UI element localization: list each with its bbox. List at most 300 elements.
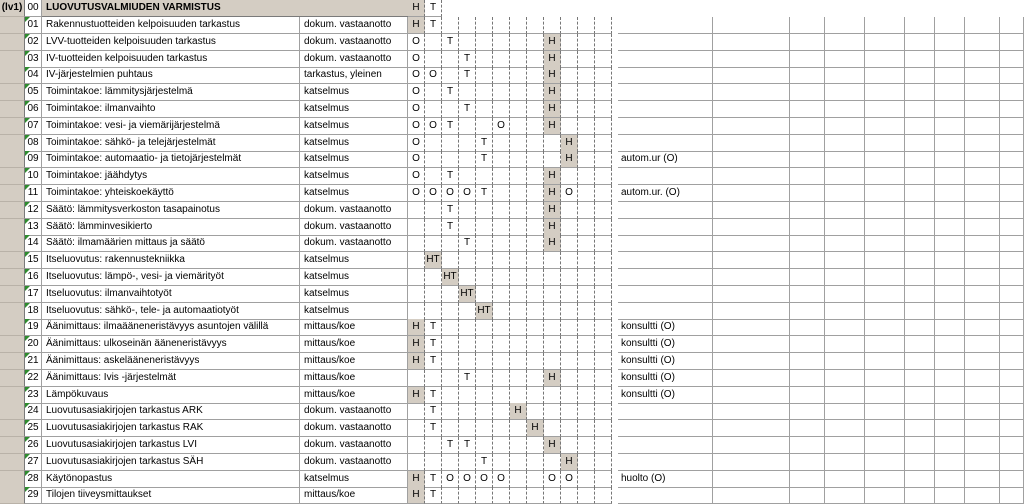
task-name[interactable]: Käytönopastus	[42, 471, 300, 488]
responsibility-mark[interactable]	[527, 84, 544, 101]
responsibility-mark[interactable]	[510, 269, 527, 286]
empty-cell[interactable]	[865, 437, 905, 454]
section-title[interactable]: LUOVUTUSVALMIUDEN VARMISTUS	[42, 0, 408, 17]
responsibility-mark[interactable]	[595, 235, 612, 252]
responsibility-mark[interactable]	[510, 437, 527, 454]
responsibility-mark[interactable]	[408, 269, 425, 286]
empty-cell[interactable]	[790, 202, 825, 219]
responsibility-mark[interactable]	[425, 303, 442, 320]
row-number[interactable]: 12	[25, 202, 42, 219]
responsibility-mark[interactable]	[595, 168, 612, 185]
responsibility-mark[interactable]	[578, 219, 595, 236]
responsibility-mark[interactable]	[544, 319, 561, 336]
empty-cell[interactable]	[865, 403, 905, 420]
row-number[interactable]: 20	[25, 336, 42, 353]
row-number[interactable]: 15	[25, 252, 42, 269]
responsibility-mark[interactable]	[527, 336, 544, 353]
level-cell[interactable]	[0, 34, 25, 51]
empty-cell[interactable]	[905, 420, 935, 437]
responsibility-mark[interactable]	[459, 34, 476, 51]
responsibility-mark[interactable]	[459, 151, 476, 168]
responsibility-mark[interactable]	[476, 403, 493, 420]
responsibility-mark[interactable]	[561, 353, 578, 370]
empty-cell[interactable]	[790, 269, 825, 286]
empty-cell[interactable]	[713, 135, 790, 152]
responsibility-mark[interactable]	[544, 269, 561, 286]
responsibility-mark[interactable]	[510, 51, 527, 68]
responsibility-mark[interactable]: O	[408, 101, 425, 118]
responsibility-mark[interactable]	[493, 454, 510, 471]
responsibility-mark[interactable]: T	[442, 219, 459, 236]
responsibility-mark[interactable]	[578, 370, 595, 387]
empty-cell[interactable]	[935, 471, 965, 488]
responsibility-mark[interactable]	[510, 319, 527, 336]
empty-cell[interactable]	[790, 454, 825, 471]
empty-cell[interactable]	[790, 420, 825, 437]
task-name[interactable]: Säätö: lämmitysverkoston tasapainotus	[42, 202, 300, 219]
responsibility-mark[interactable]	[510, 303, 527, 320]
empty-cell[interactable]	[1000, 84, 1024, 101]
empty-cell[interactable]	[965, 454, 1000, 471]
empty-cell[interactable]	[825, 135, 865, 152]
responsibility-mark[interactable]	[459, 252, 476, 269]
responsibility-mark[interactable]	[425, 235, 442, 252]
responsibility-mark[interactable]	[595, 84, 612, 101]
empty-cell[interactable]	[713, 420, 790, 437]
row-number[interactable]: 25	[25, 420, 42, 437]
empty-cell[interactable]	[965, 101, 1000, 118]
empty-cell[interactable]	[825, 454, 865, 471]
responsibility-mark[interactable]	[425, 370, 442, 387]
empty-cell[interactable]	[905, 437, 935, 454]
responsibility-mark[interactable]: T	[442, 34, 459, 51]
responsibility-mark[interactable]	[544, 135, 561, 152]
responsibility-mark[interactable]	[493, 420, 510, 437]
task-note[interactable]: konsultti (O)	[618, 370, 713, 387]
task-name[interactable]: Luovutusasiakirjojen tarkastus RAK	[42, 420, 300, 437]
empty-cell[interactable]	[790, 370, 825, 387]
empty-cell[interactable]	[825, 286, 865, 303]
responsibility-mark[interactable]	[493, 17, 510, 34]
responsibility-mark[interactable]	[578, 34, 595, 51]
empty-cell[interactable]	[905, 17, 935, 34]
responsibility-mark[interactable]	[459, 303, 476, 320]
level-cell[interactable]	[0, 151, 25, 168]
responsibility-mark[interactable]	[578, 387, 595, 404]
level-cell[interactable]	[0, 471, 25, 488]
row-number[interactable]: 16	[25, 269, 42, 286]
task-name[interactable]: Toimintakoe: sähkö- ja telejärjestelmät	[42, 135, 300, 152]
responsibility-mark[interactable]	[527, 387, 544, 404]
task-name[interactable]: Itseluovutus: ilmanvaihtotyöt	[42, 286, 300, 303]
task-method[interactable]: katselmus	[300, 101, 408, 118]
empty-cell[interactable]	[965, 151, 1000, 168]
responsibility-mark[interactable]: T	[476, 135, 493, 152]
empty-cell[interactable]	[790, 235, 825, 252]
responsibility-mark[interactable]	[510, 387, 527, 404]
responsibility-mark[interactable]: O	[561, 471, 578, 488]
row-number[interactable]: 13	[25, 219, 42, 236]
empty-cell[interactable]	[790, 286, 825, 303]
empty-cell[interactable]	[905, 34, 935, 51]
task-note[interactable]	[618, 454, 713, 471]
empty-cell[interactable]	[790, 219, 825, 236]
responsibility-mark[interactable]	[527, 370, 544, 387]
empty-cell[interactable]	[790, 118, 825, 135]
responsibility-mark[interactable]	[408, 403, 425, 420]
task-note[interactable]	[618, 34, 713, 51]
responsibility-mark[interactable]	[578, 269, 595, 286]
empty-cell[interactable]	[935, 168, 965, 185]
responsibility-mark[interactable]	[578, 319, 595, 336]
responsibility-mark[interactable]	[476, 118, 493, 135]
responsibility-mark[interactable]	[561, 437, 578, 454]
responsibility-mark[interactable]	[408, 370, 425, 387]
task-method[interactable]: dokum. vastaanotto	[300, 202, 408, 219]
empty-cell[interactable]	[935, 101, 965, 118]
responsibility-mark[interactable]	[493, 84, 510, 101]
responsibility-mark[interactable]	[527, 51, 544, 68]
empty-cell[interactable]	[713, 387, 790, 404]
responsibility-mark[interactable]: H	[408, 319, 425, 336]
level-cell[interactable]	[0, 303, 25, 320]
task-name[interactable]: Äänimittaus: Ivis -järjestelmät	[42, 370, 300, 387]
responsibility-mark[interactable]: H	[544, 84, 561, 101]
responsibility-mark[interactable]	[476, 437, 493, 454]
empty-cell[interactable]	[1000, 51, 1024, 68]
responsibility-mark[interactable]: T	[442, 84, 459, 101]
empty-cell[interactable]	[825, 34, 865, 51]
responsibility-mark[interactable]	[425, 51, 442, 68]
responsibility-mark[interactable]: H	[561, 135, 578, 152]
empty-cell[interactable]	[1000, 420, 1024, 437]
responsibility-mark[interactable]: H	[544, 370, 561, 387]
responsibility-mark[interactable]	[561, 51, 578, 68]
responsibility-mark[interactable]	[442, 387, 459, 404]
empty-cell[interactable]	[713, 235, 790, 252]
responsibility-mark[interactable]	[476, 168, 493, 185]
responsibility-mark[interactable]	[425, 454, 442, 471]
empty-cell[interactable]	[790, 67, 825, 84]
empty-cell[interactable]	[825, 471, 865, 488]
responsibility-mark[interactable]	[442, 151, 459, 168]
task-method[interactable]: mittaus/koe	[300, 387, 408, 404]
empty-cell[interactable]	[1000, 319, 1024, 336]
empty-cell[interactable]	[935, 403, 965, 420]
responsibility-mark[interactable]	[578, 353, 595, 370]
empty-cell[interactable]	[905, 168, 935, 185]
empty-cell[interactable]	[865, 219, 905, 236]
task-note[interactable]	[618, 403, 713, 420]
responsibility-mark[interactable]	[442, 235, 459, 252]
empty-cell[interactable]	[905, 118, 935, 135]
responsibility-mark[interactable]	[544, 336, 561, 353]
empty-cell[interactable]	[825, 84, 865, 101]
responsibility-mark[interactable]	[510, 135, 527, 152]
responsibility-mark[interactable]	[595, 370, 612, 387]
empty-cell[interactable]	[790, 185, 825, 202]
responsibility-mark[interactable]	[595, 67, 612, 84]
responsibility-mark[interactable]	[442, 319, 459, 336]
responsibility-mark[interactable]: T	[442, 437, 459, 454]
responsibility-mark[interactable]	[510, 185, 527, 202]
responsibility-mark[interactable]	[476, 387, 493, 404]
task-name[interactable]: Lämpökuvaus	[42, 387, 300, 404]
responsibility-mark[interactable]: H	[408, 387, 425, 404]
level-cell[interactable]	[0, 286, 25, 303]
responsibility-mark[interactable]	[578, 454, 595, 471]
empty-cell[interactable]	[1000, 219, 1024, 236]
task-method[interactable]: mittaus/koe	[300, 370, 408, 387]
empty-cell[interactable]	[1000, 135, 1024, 152]
empty-cell[interactable]	[965, 387, 1000, 404]
responsibility-mark[interactable]	[408, 235, 425, 252]
empty-cell[interactable]	[965, 252, 1000, 269]
responsibility-mark[interactable]	[476, 51, 493, 68]
responsibility-mark[interactable]: O	[408, 151, 425, 168]
level-cell[interactable]	[0, 387, 25, 404]
empty-cell[interactable]	[825, 168, 865, 185]
empty-cell[interactable]	[713, 471, 790, 488]
responsibility-mark[interactable]: O	[408, 51, 425, 68]
responsibility-mark[interactable]: T	[459, 437, 476, 454]
responsibility-mark[interactable]	[595, 269, 612, 286]
empty-cell[interactable]	[790, 303, 825, 320]
task-method[interactable]: mittaus/koe	[300, 336, 408, 353]
responsibility-mark[interactable]	[544, 454, 561, 471]
responsibility-mark[interactable]	[425, 84, 442, 101]
level-cell[interactable]	[0, 67, 25, 84]
task-name[interactable]: Äänimittaus: ulkoseinän ääneneristävyys	[42, 336, 300, 353]
responsibility-mark[interactable]	[510, 286, 527, 303]
level-cell[interactable]	[0, 336, 25, 353]
responsibility-mark[interactable]: H	[408, 471, 425, 488]
empty-cell[interactable]	[865, 286, 905, 303]
empty-cell[interactable]	[713, 437, 790, 454]
responsibility-mark[interactable]	[595, 252, 612, 269]
responsibility-mark[interactable]	[578, 135, 595, 152]
empty-cell[interactable]	[865, 370, 905, 387]
empty-cell[interactable]	[965, 34, 1000, 51]
level-cell[interactable]	[0, 219, 25, 236]
empty-cell[interactable]	[965, 67, 1000, 84]
responsibility-mark[interactable]: T	[476, 454, 493, 471]
responsibility-mark[interactable]	[510, 202, 527, 219]
task-name[interactable]: Äänimittaus: ilmaääneneristävyys asuntojen välillä	[42, 319, 300, 336]
empty-cell[interactable]	[865, 34, 905, 51]
responsibility-mark[interactable]	[493, 101, 510, 118]
task-note[interactable]: konsultti (O)	[618, 336, 713, 353]
responsibility-mark[interactable]: T	[425, 336, 442, 353]
responsibility-mark[interactable]: T	[425, 403, 442, 420]
task-note[interactable]	[618, 135, 713, 152]
task-note[interactable]: konsultti (O)	[618, 319, 713, 336]
responsibility-mark[interactable]	[595, 471, 612, 488]
responsibility-mark[interactable]	[527, 219, 544, 236]
responsibility-mark[interactable]: HT	[442, 269, 459, 286]
empty-cell[interactable]	[865, 135, 905, 152]
responsibility-mark[interactable]	[595, 135, 612, 152]
empty-cell[interactable]	[713, 151, 790, 168]
responsibility-mark[interactable]: O	[408, 118, 425, 135]
responsibility-mark[interactable]	[510, 101, 527, 118]
empty-cell[interactable]	[790, 353, 825, 370]
responsibility-mark[interactable]: H	[408, 336, 425, 353]
level-cell[interactable]	[0, 319, 25, 336]
responsibility-mark[interactable]	[459, 387, 476, 404]
responsibility-mark[interactable]	[442, 286, 459, 303]
responsibility-mark[interactable]	[459, 135, 476, 152]
responsibility-mark[interactable]	[527, 118, 544, 135]
responsibility-mark[interactable]	[510, 370, 527, 387]
task-name[interactable]: IV-järjestelmien puhtaus	[42, 67, 300, 84]
responsibility-mark[interactable]	[578, 67, 595, 84]
task-note[interactable]	[618, 437, 713, 454]
responsibility-mark[interactable]: T	[425, 420, 442, 437]
empty-cell[interactable]	[865, 84, 905, 101]
empty-cell[interactable]	[825, 387, 865, 404]
level-cell[interactable]	[0, 84, 25, 101]
responsibility-mark[interactable]	[595, 319, 612, 336]
responsibility-mark[interactable]	[527, 269, 544, 286]
empty-cell[interactable]	[935, 420, 965, 437]
task-name[interactable]: Toimintakoe: lämmitysjärjestelmä	[42, 84, 300, 101]
empty-cell[interactable]	[1000, 336, 1024, 353]
responsibility-mark[interactable]: O	[408, 34, 425, 51]
responsibility-mark[interactable]	[510, 235, 527, 252]
responsibility-mark[interactable]: H	[408, 353, 425, 370]
responsibility-mark[interactable]: HT	[476, 303, 493, 320]
responsibility-mark[interactable]: T	[476, 151, 493, 168]
responsibility-mark[interactable]: O	[425, 185, 442, 202]
responsibility-mark[interactable]: T	[425, 353, 442, 370]
empty-cell[interactable]	[935, 437, 965, 454]
task-method[interactable]: mittaus/koe	[300, 353, 408, 370]
empty-cell[interactable]	[905, 454, 935, 471]
responsibility-mark[interactable]	[578, 202, 595, 219]
empty-cell[interactable]	[865, 319, 905, 336]
level-label[interactable]: (lv1)	[0, 0, 25, 17]
responsibility-mark[interactable]	[408, 202, 425, 219]
responsibility-mark[interactable]	[527, 319, 544, 336]
task-note[interactable]	[618, 235, 713, 252]
empty-cell[interactable]	[865, 420, 905, 437]
empty-cell[interactable]	[935, 235, 965, 252]
empty-cell[interactable]	[965, 185, 1000, 202]
responsibility-mark[interactable]: H	[544, 219, 561, 236]
responsibility-mark[interactable]	[578, 151, 595, 168]
responsibility-mark[interactable]	[442, 403, 459, 420]
level-cell[interactable]	[0, 269, 25, 286]
empty-cell[interactable]	[713, 454, 790, 471]
empty-cell[interactable]	[825, 185, 865, 202]
task-note[interactable]	[618, 202, 713, 219]
responsibility-mark[interactable]	[459, 454, 476, 471]
responsibility-mark[interactable]: O	[493, 471, 510, 488]
task-name[interactable]: Säätö: ilmamäärien mittaus ja säätö	[42, 235, 300, 252]
responsibility-mark[interactable]: H	[561, 454, 578, 471]
responsibility-mark[interactable]	[510, 84, 527, 101]
responsibility-mark[interactable]	[544, 17, 561, 34]
row-number[interactable]: 02	[25, 34, 42, 51]
responsibility-mark[interactable]	[408, 286, 425, 303]
empty-cell[interactable]	[790, 387, 825, 404]
responsibility-mark[interactable]	[561, 286, 578, 303]
responsibility-mark[interactable]	[425, 168, 442, 185]
responsibility-mark[interactable]	[425, 151, 442, 168]
responsibility-mark[interactable]	[459, 403, 476, 420]
responsibility-mark[interactable]	[493, 202, 510, 219]
empty-cell[interactable]	[825, 437, 865, 454]
empty-cell[interactable]	[905, 84, 935, 101]
responsibility-mark[interactable]	[561, 34, 578, 51]
responsibility-mark[interactable]	[476, 34, 493, 51]
level-cell[interactable]	[0, 101, 25, 118]
responsibility-mark[interactable]	[476, 202, 493, 219]
empty-cell[interactable]	[825, 303, 865, 320]
responsibility-mark[interactable]	[527, 353, 544, 370]
empty-cell[interactable]	[935, 454, 965, 471]
responsibility-mark[interactable]	[493, 252, 510, 269]
responsibility-mark[interactable]	[544, 286, 561, 303]
responsibility-mark[interactable]	[544, 353, 561, 370]
empty-cell[interactable]	[965, 303, 1000, 320]
task-name[interactable]: Tilojen tiiveysmittaukset	[42, 487, 300, 504]
row-number[interactable]: 18	[25, 303, 42, 320]
task-method[interactable]: tarkastus, yleinen	[300, 67, 408, 84]
responsibility-mark[interactable]	[561, 403, 578, 420]
responsibility-mark[interactable]: O	[408, 135, 425, 152]
responsibility-mark[interactable]	[493, 168, 510, 185]
responsibility-mark[interactable]	[459, 319, 476, 336]
empty-cell[interactable]	[790, 151, 825, 168]
task-name[interactable]: Toimintakoe: ilmanvaihto	[42, 101, 300, 118]
empty-cell[interactable]	[1000, 101, 1024, 118]
task-method[interactable]: katselmus	[300, 185, 408, 202]
responsibility-mark[interactable]	[442, 454, 459, 471]
responsibility-mark[interactable]	[493, 403, 510, 420]
task-note[interactable]	[618, 17, 713, 34]
responsibility-mark[interactable]	[476, 252, 493, 269]
task-note[interactable]	[618, 51, 713, 68]
empty-cell[interactable]	[965, 235, 1000, 252]
empty-cell[interactable]	[965, 286, 1000, 303]
responsibility-mark[interactable]	[578, 235, 595, 252]
responsibility-mark[interactable]: O	[425, 67, 442, 84]
empty-cell[interactable]	[713, 34, 790, 51]
empty-cell[interactable]	[713, 252, 790, 269]
responsibility-mark[interactable]	[527, 403, 544, 420]
responsibility-mark[interactable]	[595, 185, 612, 202]
responsibility-mark[interactable]	[527, 437, 544, 454]
empty-cell[interactable]	[935, 353, 965, 370]
empty-cell[interactable]	[905, 303, 935, 320]
empty-cell[interactable]	[935, 303, 965, 320]
responsibility-mark[interactable]	[578, 437, 595, 454]
responsibility-mark[interactable]	[425, 202, 442, 219]
empty-cell[interactable]	[825, 118, 865, 135]
empty-cell[interactable]	[935, 51, 965, 68]
responsibility-mark[interactable]	[595, 101, 612, 118]
empty-cell[interactable]	[905, 252, 935, 269]
empty-cell[interactable]	[935, 387, 965, 404]
row-number[interactable]: 09	[25, 151, 42, 168]
responsibility-mark[interactable]	[442, 353, 459, 370]
empty-cell[interactable]	[905, 471, 935, 488]
responsibility-mark[interactable]: HT	[425, 252, 442, 269]
responsibility-mark[interactable]: T	[459, 67, 476, 84]
empty-cell[interactable]	[965, 84, 1000, 101]
